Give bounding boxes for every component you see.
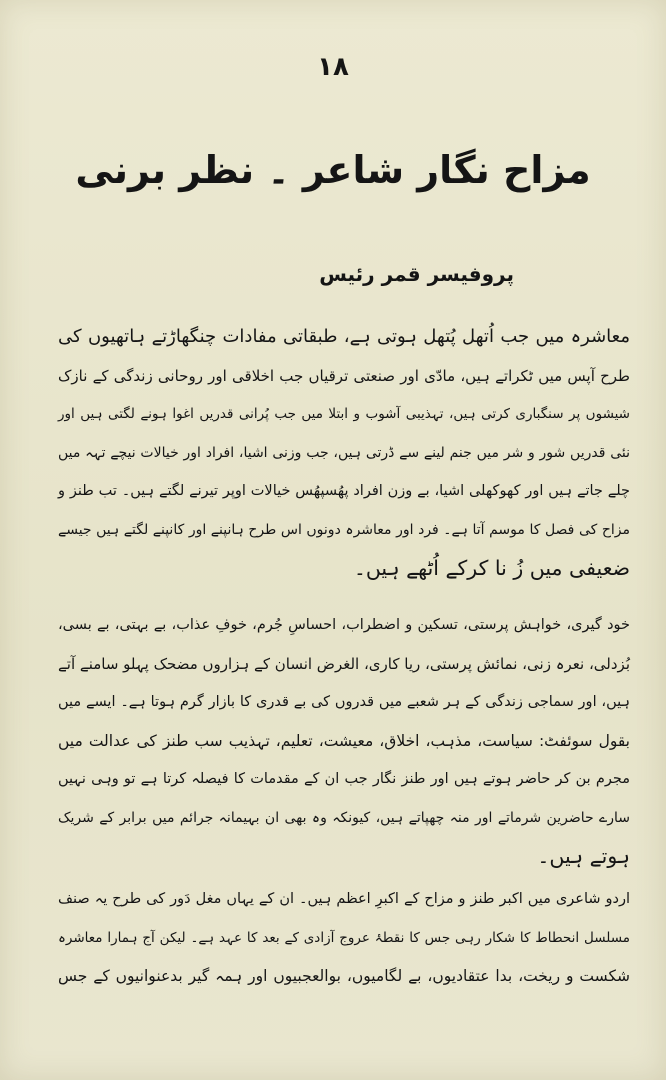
paragraph-1 bbox=[58, 318, 630, 588]
paragraph-2 bbox=[58, 606, 630, 876]
paragraph-3 bbox=[58, 880, 630, 996]
text-line: ہوتے ہیں۔ bbox=[537, 844, 630, 868]
text-line: مسلسل انحطاط کا شکار رہی جس کا نقطۂ عروج آزادی کے بعد کا عہد ہے۔ لیکن آج ہمارا معاشرہ bbox=[58, 929, 630, 946]
text-line: شکست و ریخت، بدا عتقادیوں، بے لگامیوں، بوالعجبیوں اور ہمہ گیر بدعنوانیوں کے جس bbox=[58, 967, 630, 985]
text-line: اردو شاعری میں اکبر طنز و مزاح کے اکبرِ اعظم ہیں۔ ان کے یہاں مغل دَور کی طرح یہ صنف bbox=[58, 891, 630, 907]
text-line: بُزدلی، نعرہ زنی، نمائش پرستی، ریا کاری، الغرض انسان کے ہزاروں مضحک پہلو سامنے آتے bbox=[58, 654, 630, 673]
text-line: بقول سوئفٹ: سیاست، مذہب، اخلاق، معیشت، تعلیم، تہذیب سب طنز کی عدالت میں bbox=[58, 731, 630, 750]
text-line: معاشرہ میں جب اُتھل پُتھل ہوتی ہے، طبقاتی مفادات چنگھاڑتے ہاتھیوں کی bbox=[58, 326, 630, 347]
text-line: ہیں، اور سماجی زندگی کے ہر شعبے میں قدروں کی بے قدری کا بازار گرم ہوتا ہے۔ ایسے میں bbox=[58, 694, 630, 710]
text-line: خود گیری، خواہش پرستی، تسکین و اضطراب، احساسِ جُرم، خوفِ عذاب، بے بہتی، بے بسی، bbox=[58, 617, 630, 633]
text-line: نئی قدریں شور و شر میں جنم لینے سے ڈرتی ہیں، جب وزنی اشیا، افراد اور خیالات نیچے تہہ میں bbox=[58, 444, 630, 461]
chapter-title: مزاح نگار شاعر ۔ نظر برنی bbox=[75, 148, 591, 192]
text-line: مزاح کی فصل کا موسم آتا ہے۔ فرد اور معاشرہ دونوں اس طرح ہانپنے اور کانپنے لگتے ہیں جیسے bbox=[58, 521, 630, 538]
text-line: مجرم بن کر حاضر ہوتے ہیں اور طنز نگار جب ان کے مقدمات کا فیصلہ کرتا ہے تو وہی نہیں bbox=[58, 771, 630, 787]
text-line: طرح آپس میں ٹکراتے ہیں، مادّی اور صنعتی ترقیاں جب اخلاقی اور روحانی زندگی کے نازک bbox=[58, 366, 630, 385]
text-line: چلے جاتے ہیں اور کھوکھلی اشیا، بے وزن افراد پھُسپھُس خیالات اوپر تیرنے لگتے ہیں۔ تب طنز و bbox=[58, 483, 630, 499]
text-line: ضعیفی میں زُ نا کرکے اُٹھے ہیں۔ bbox=[353, 556, 630, 580]
author-name: پروفیسر قمر رئیس bbox=[319, 262, 514, 286]
text-line: شیشوں پر سنگباری کرتی ہیں، تہذیبی آشوب و ابتلا میں جب پُرانی قدریں اغوا ہونے لگتی ہیں اور bbox=[58, 406, 630, 422]
page-number: ۱۸ bbox=[317, 52, 349, 82]
text-line: سارے حاضرین شرماتے اور منہ چھپاتے ہیں، کیونکہ وہ بھی ان بہیمانہ جرائم میں برابر کے شریک bbox=[58, 809, 630, 826]
